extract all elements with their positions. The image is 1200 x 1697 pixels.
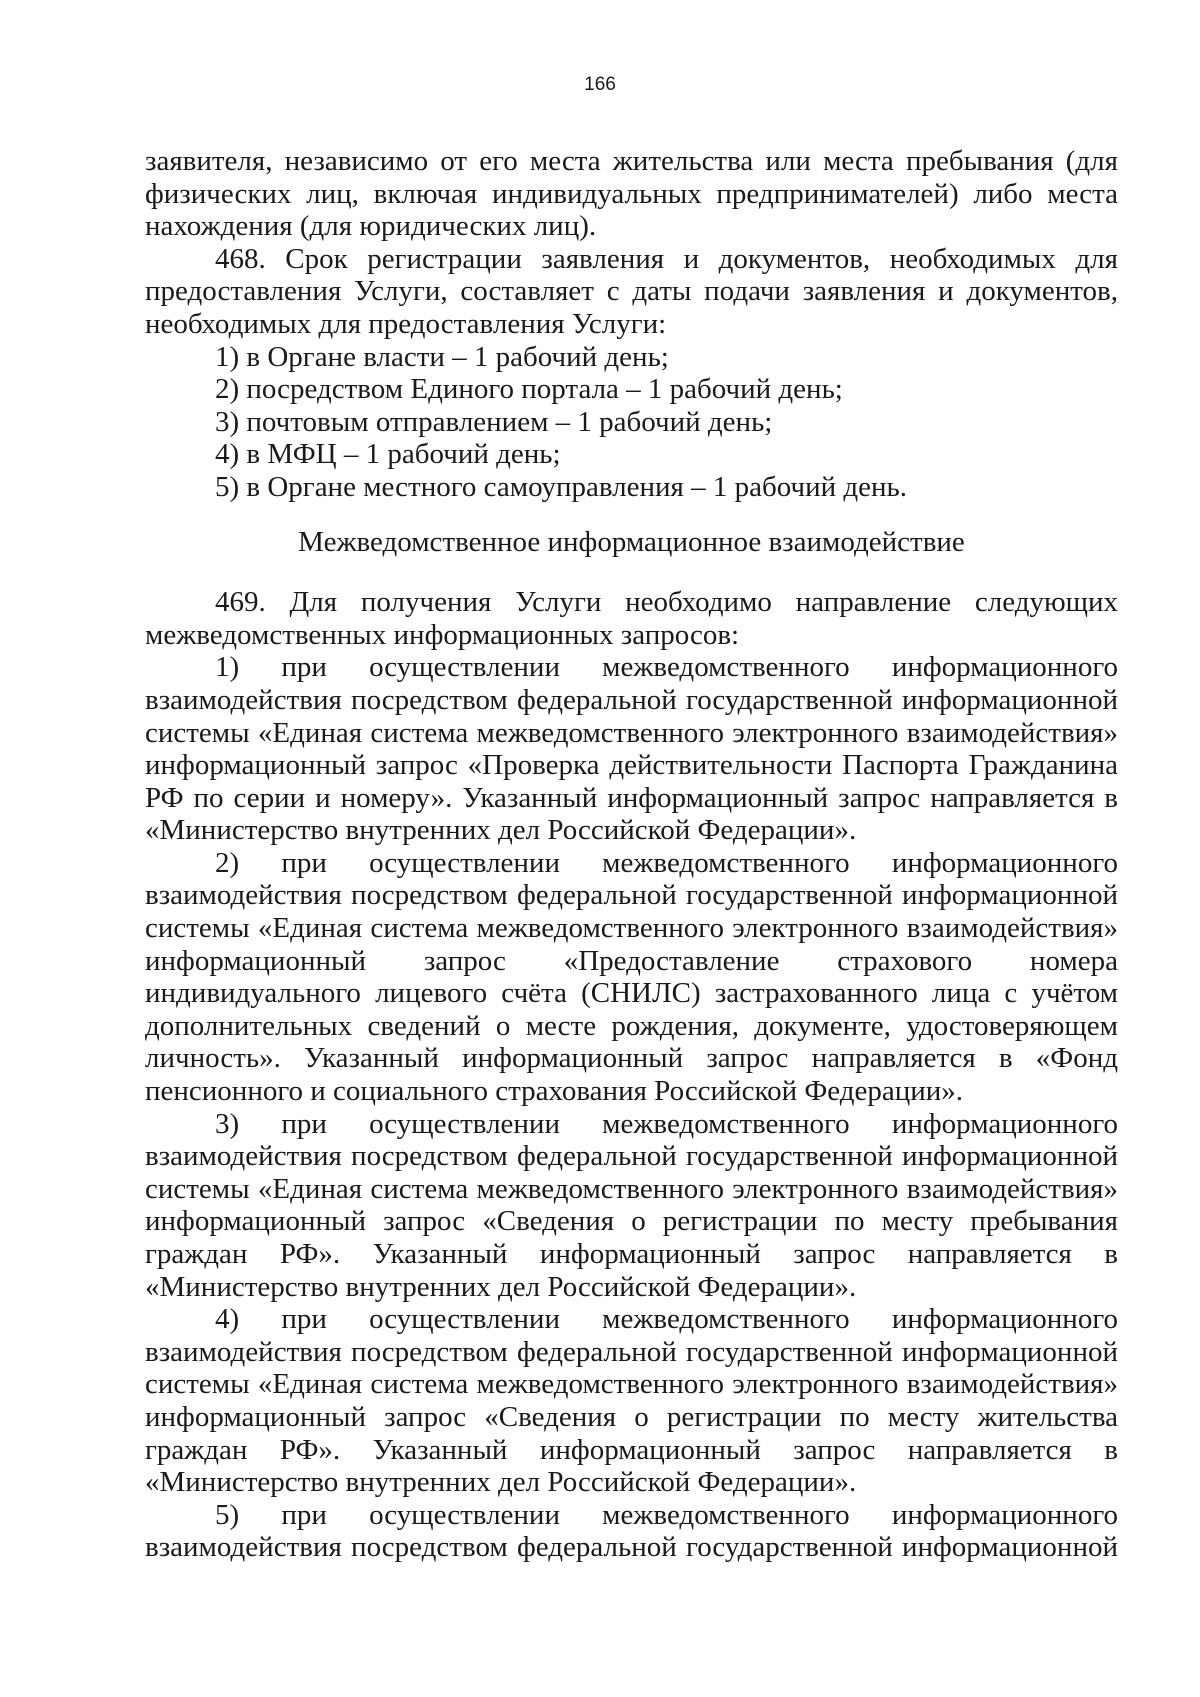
list-item-468-5: 5) в Органе местного самоуправления – 1 рабочий день. xyxy=(215,470,908,503)
paragraph-468: 468. Срок регистрации заявления и документов, необходимых для предоставления Услуги, составляет с даты подачи заявления и документов, необходимых для предоставления Услуги: xyxy=(145,242,1118,340)
list-item-468-3: 3) почтовым отправлением – 1 рабочий день; xyxy=(215,405,773,438)
list-item-468-2: 2) посредством Единого портала – 1 рабочий день; xyxy=(215,373,843,406)
list-item-468-4: 4) в МФЦ – 1 рабочий день; xyxy=(215,438,561,471)
page-number: 166 xyxy=(584,74,616,95)
list-item-469-5: 5) при осуществлении межведомственного информационного взаимодействия посредством федеральной государственной информационной xyxy=(145,1498,1118,1564)
section-heading: Межведомственное информационное взаимодействие xyxy=(298,525,965,558)
list-item-468-1: 1) в Органе власти – 1 рабочий день; xyxy=(215,340,669,373)
list-item-469-1: 1) при осуществлении межведомственного информационного взаимодействия посредством федеральной государственной информационной системы «Единая система межведомственного электронного взаимодействия» информационный запрос «Проверка действительности Паспорта Гражданина РФ по серии и номеру». Указанный информационный запрос направляется в «Министерство внутренних дел Российской Федерации». xyxy=(145,651,1118,847)
list-item-469-4: 4) при осуществлении межведомственного информационного взаимодействия посредством федеральной государственной информационной системы «Единая система межведомственного электронного взаимодействия» информационный запрос «Сведения о регистрации по месту жительства граждан РФ». Указанный информационный запрос направляется в «Министерство внутренних дел Российской Федерации». xyxy=(145,1303,1118,1499)
paragraph-469: 469. Для получения Услуги необходимо направление следующих межведомственных информационных запросов: xyxy=(145,586,1118,651)
list-item-469-2: 2) при осуществлении межведомственного информационного взаимодействия посредством федеральной государственной информационной системы «Единая система межведомственного электронного взаимодействия» информационный запрос «Предоставление страхового номера индивидуального лицевого счёта (СНИЛС) застрахованного лица с учётом дополнительных сведений о месте рождения, документе, удостоверяющем личность». Указанный информационный запрос направляется в «Фонд пенсионного и социального страхования Российской Федерации». xyxy=(145,846,1118,1108)
list-item-469-3: 3) при осуществлении межведомственного информационного взаимодействия посредством федеральной государственной информационной системы «Единая система межведомственного электронного взаимодействия» информационный запрос «Сведения о регистрации по месту пребывания граждан РФ». Указанный информационный запрос направляется в «Министерство внутренних дел Российской Федерации». xyxy=(145,1107,1118,1303)
intro-paragraph: заявителя, независимо от его места жительства или места пребывания (для физических лиц, включая индивидуальных предпринимателей) либо места нахождения (для юридических лиц). xyxy=(145,145,1118,243)
document-body xyxy=(145,145,1118,1564)
